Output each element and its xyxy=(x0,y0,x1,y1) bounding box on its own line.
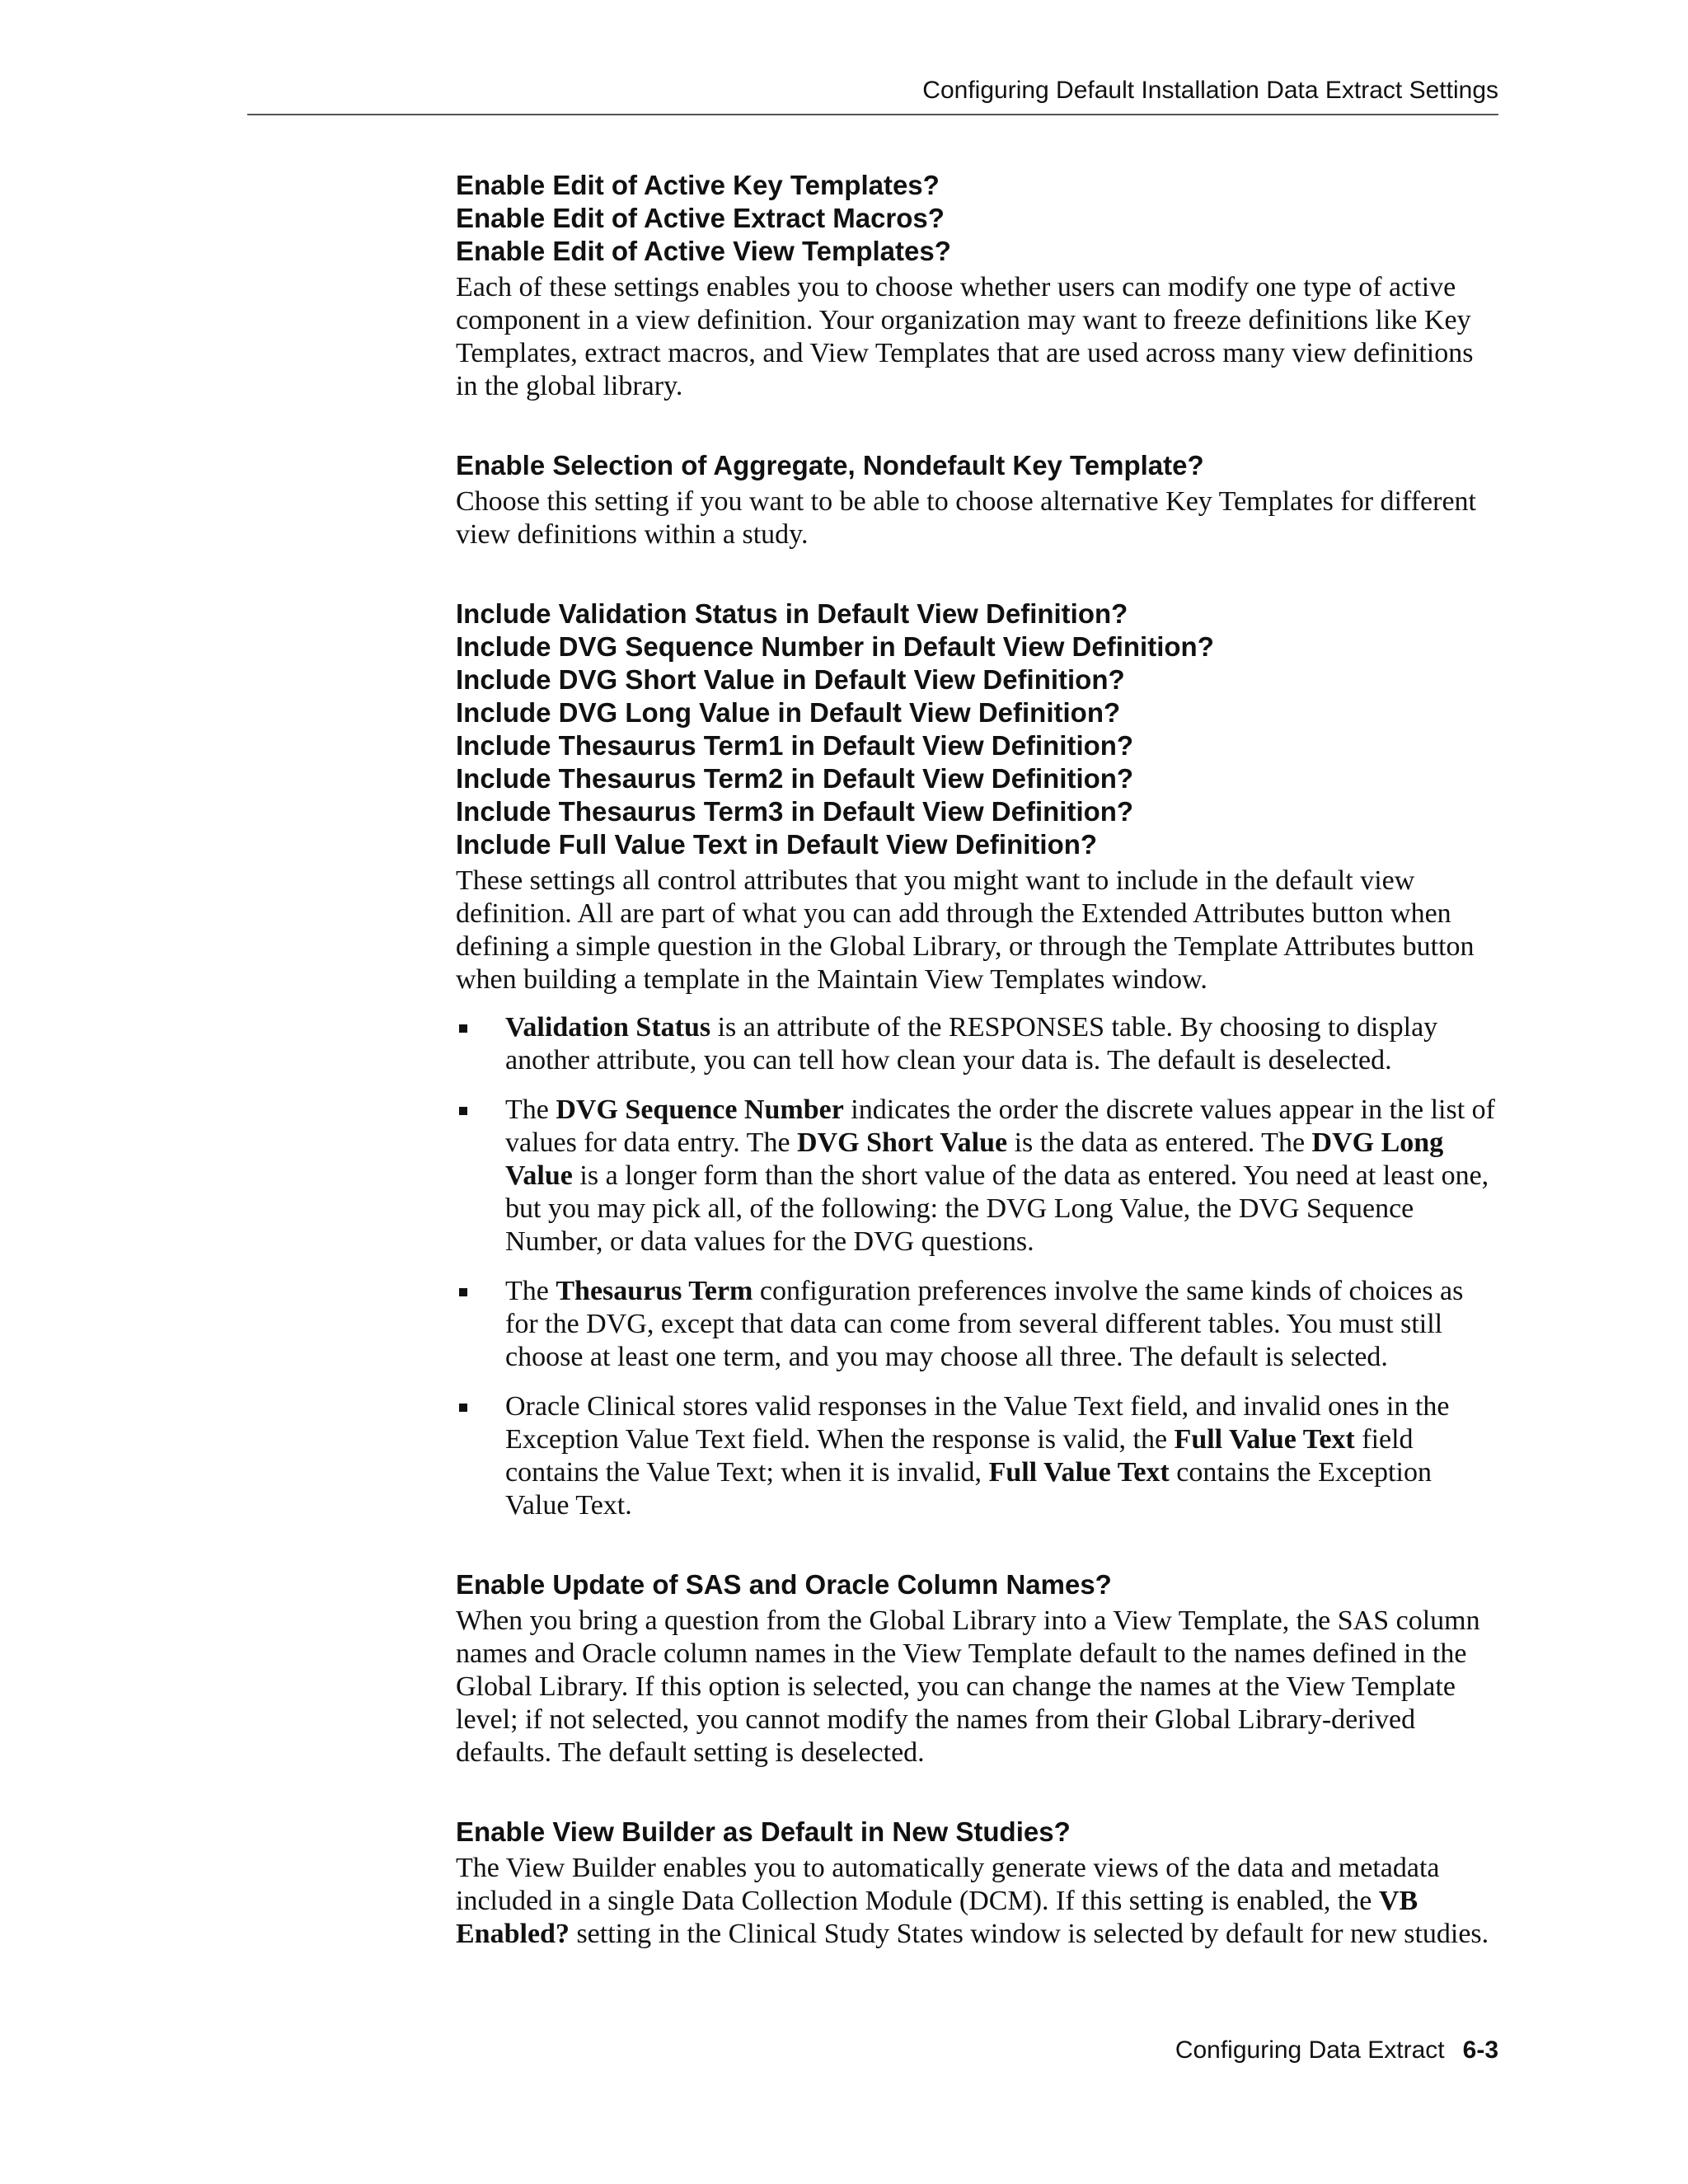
section-default-view-attributes xyxy=(456,598,1498,1522)
square-bullet-icon xyxy=(459,1107,467,1115)
page-number: 6-3 xyxy=(1462,2036,1498,2064)
bullet-thesaurus-term xyxy=(456,1275,1498,1374)
bullet-text: contains the Exception Value Text. xyxy=(505,1457,1432,1521)
square-bullet-icon xyxy=(459,1288,467,1296)
heading-line: Include Thesaurus Term1 in Default View Definition? xyxy=(456,730,1134,761)
heading-line: Include DVG Sequence Number in Default View Definition? xyxy=(456,631,1214,662)
heading-line: Enable Edit of Active Extract Macros? xyxy=(456,203,945,233)
chapter-title: Configuring Data Extract xyxy=(1175,2036,1445,2064)
section-edit-active-components xyxy=(456,169,1498,403)
bullet-text: is a longer form than the short value of the data as entered. You need at least one, but you may pick all, of the following: the DVG Long Value, the DVG Sequence Number, or data values for the DVG questions. xyxy=(505,1160,1489,1257)
term-bold: Full Value Text xyxy=(1174,1424,1355,1455)
square-bullet-icon xyxy=(459,1024,467,1033)
term-bold: DVG Short Value xyxy=(797,1127,1008,1158)
heading-line: Enable Update of SAS and Oracle Column Names? xyxy=(456,1569,1112,1600)
term-bold: DVG Sequence Number xyxy=(556,1094,844,1125)
bullet-validation-status xyxy=(456,1011,1498,1077)
section-column-names xyxy=(456,1568,1498,1769)
bullet-dvg xyxy=(456,1094,1498,1258)
square-bullet-icon xyxy=(459,1404,467,1412)
bullet-text: The xyxy=(505,1094,556,1125)
bullet-list xyxy=(456,1011,1498,1522)
heading-line: Enable Selection of Aggregate, Nondefault Key Template? xyxy=(456,450,1204,480)
bullet-text: Oracle Clinical stores valid responses in the Value Text field, and invalid ones in the Exception Value Text field. When the response is valid, the xyxy=(505,1391,1450,1455)
term-bold: Thesaurus Term xyxy=(556,1276,753,1306)
bullet-text: field contains the Value Text; when it is invalid, xyxy=(505,1424,1414,1488)
section-body: Each of these settings enables you to choose whether users can modify one type of active component in a view definition. Your organization may want to freeze definitions like Key Templates, extract macros, and View Templates that are used across many view definitions in the global library. xyxy=(456,272,1474,401)
running-header: Configuring Default Installation Data Extract Settings xyxy=(247,74,1498,115)
section-heading xyxy=(456,598,1498,861)
bullet-text: is the data as entered. The xyxy=(1007,1127,1312,1158)
section-body: When you bring a question from the Global Library into a View Template, the SAS column names and Oracle column names in the View Template default to the names defined in the Global Library. If this option is selected, you can change the names at the View Template level; if not selected, you cannot modify the names from their Global Library-derived defaults. The default setting is deselected. xyxy=(456,1605,1480,1768)
heading-line: Enable Edit of Active Key Templates? xyxy=(456,170,940,200)
section-heading xyxy=(456,1568,1498,1601)
body-text: The View Builder enables you to automatically generate views of the data and metadata included in a single Data Collection Module (DCM). If this setting is enabled, the xyxy=(456,1853,1440,1916)
section-body: These settings all control attributes that you might want to include in the default view definition. All are part of what you can add through the Extended Attributes button when defining a simple question in the Global Library, or through the Template Attributes button when building a template in the Maintain View Templates window. xyxy=(456,865,1475,995)
section-aggregate-key-template xyxy=(456,449,1498,551)
body-text: setting in the Clinical Study States window is selected by default for new studies. xyxy=(569,1919,1489,1949)
heading-line: Include Full Value Text in Default View Definition? xyxy=(456,829,1098,860)
heading-line: Include Thesaurus Term2 in Default View Definition? xyxy=(456,763,1134,794)
section-body xyxy=(456,1852,1498,1951)
bullet-full-value-text xyxy=(456,1390,1498,1522)
bullet-text: configuration preferences involve the same kinds of choices as for the DVG, except that data can come from several different tables. You must still choose at least one term, and you may choose all three. The default is selected. xyxy=(505,1276,1464,1372)
heading-line: Enable Edit of Active View Templates? xyxy=(456,236,951,266)
section-heading xyxy=(456,1816,1498,1849)
heading-line: Include DVG Long Value in Default View Definition? xyxy=(456,697,1121,728)
heading-line: Include Thesaurus Term3 in Default View Definition? xyxy=(456,796,1134,827)
bullet-text: indicates the order the discrete values appear in the list of values for data entry. The xyxy=(505,1094,1495,1158)
page-footer xyxy=(989,2034,1498,2067)
bullet-text: The xyxy=(505,1276,556,1306)
term-bold: DVG Long Value xyxy=(505,1127,1444,1191)
page-content xyxy=(456,169,1498,1997)
section-body: Choose this setting if you want to be able to choose alternative Key Templates for different view definitions within a study. xyxy=(456,486,1476,550)
heading-line: Include DVG Short Value in Default View Definition? xyxy=(456,664,1125,695)
section-heading xyxy=(456,449,1498,482)
term-bold: Full Value Text xyxy=(988,1457,1170,1488)
section-heading xyxy=(456,169,1498,268)
term-bold: Validation Status xyxy=(505,1012,711,1043)
heading-line: Include Validation Status in Default View Definition? xyxy=(456,598,1128,629)
heading-line: Enable View Builder as Default in New Studies? xyxy=(456,1816,1071,1847)
section-view-builder xyxy=(456,1816,1498,1951)
bullet-text: is an attribute of the RESPONSES table. By choosing to display another attribute, you can tell how clean your data is. The default is deselected. xyxy=(505,1012,1438,1076)
term-bold: VB Enabled? xyxy=(456,1886,1418,1949)
